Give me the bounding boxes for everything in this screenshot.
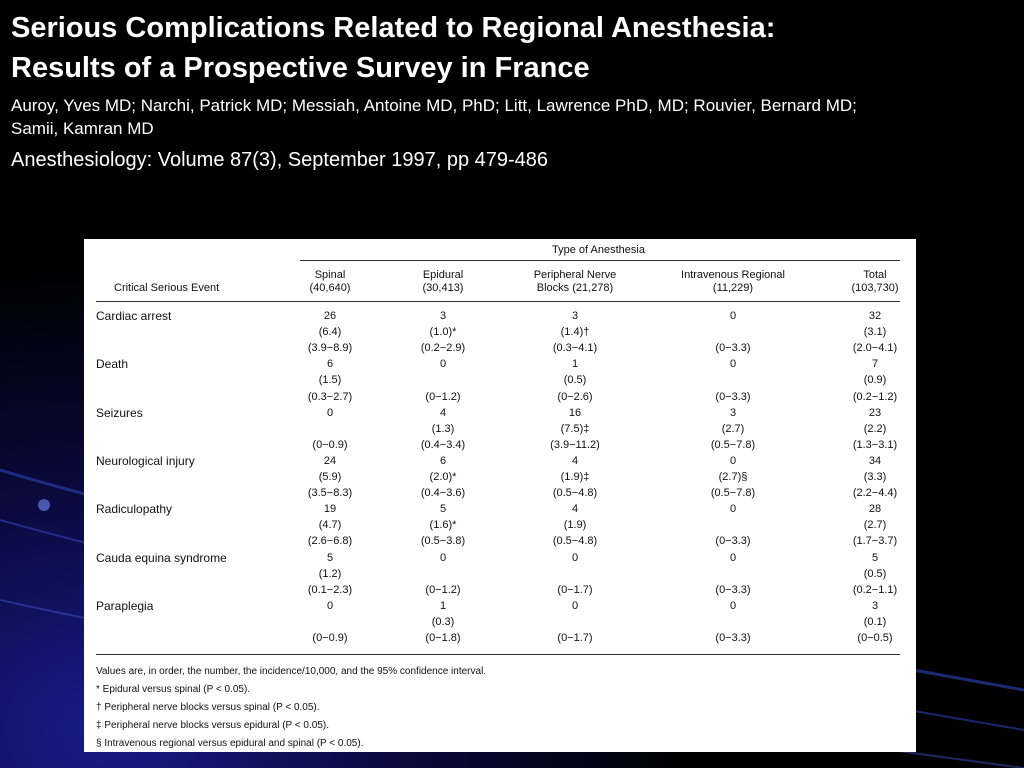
incidence-value: (1.9) (563, 519, 587, 532)
count-value: 3 (729, 406, 737, 419)
incidence-value: (3.3) (863, 471, 887, 483)
count-value: 0 (729, 551, 737, 564)
incidence-value: (1.3) (431, 422, 455, 435)
row-header: Critical Serious Event (114, 282, 220, 294)
count-value: 16 (568, 406, 582, 419)
ci-value: (0−1.2) (425, 390, 461, 403)
incidence-value: (1.5) (318, 374, 342, 387)
authors-line-2: Samii, Kamran MD (11, 119, 154, 138)
ci-value: (0−1.2) (425, 583, 461, 596)
incidence-value: (2.0)* (429, 471, 457, 483)
ci-value: (3.5−8.3) (307, 487, 353, 500)
ci-value: (0.1−2.3) (307, 583, 353, 596)
title-line-2: Results of a Prospective Survey in France (11, 52, 590, 84)
count-value: 6 (439, 454, 447, 467)
ci-value: (0.5−7.8) (710, 487, 756, 500)
ci-value: (2.2−4.4) (852, 487, 898, 500)
incidence-value: (1.4)† (560, 326, 590, 339)
incidence-value: (0.5) (563, 374, 587, 387)
ci-value: (0−3.3) (715, 632, 751, 644)
count-value: 3 (439, 310, 447, 322)
count-value: 32 (868, 310, 882, 322)
incidence-value: (2.7)§ (718, 471, 748, 483)
ci-value: (0.5−7.8) (710, 438, 756, 451)
author-list (11, 94, 1016, 140)
count-value: 6 (326, 358, 334, 371)
column-header-name: Total (863, 269, 887, 281)
count-value: 0 (326, 599, 334, 612)
footnote: * Epidural versus spinal (P < 0.05). (96, 684, 251, 695)
event-label: Cardiac arrest (96, 309, 172, 323)
incidence-value: (4.7) (318, 519, 342, 532)
column-header-count: Blocks (21,278) (536, 282, 614, 294)
ci-value: (0.4−3.4) (420, 438, 466, 451)
incidence-value: (0.3) (431, 615, 455, 628)
footnote: ‡ Peripheral nerve blocks versus epidural (P < 0.05). (96, 720, 329, 731)
ci-value: (0.3−4.1) (552, 342, 598, 355)
ci-value: (0−0.9) (312, 438, 348, 451)
ci-value: (0−3.3) (715, 342, 751, 355)
rule (96, 654, 900, 655)
ci-value: (3.9−11.2) (550, 438, 600, 451)
event-label: Death (96, 357, 129, 372)
ci-value: (0.5−4.8) (552, 535, 598, 548)
ci-value: (1.7−3.7) (852, 535, 898, 548)
ci-value: (0−1.7) (557, 583, 593, 596)
ci-value: (1.3−3.1) (852, 438, 898, 451)
count-value: 5 (326, 551, 334, 564)
count-value: 4 (571, 503, 579, 516)
event-label: Cauda equina syndrome (96, 550, 227, 565)
incidence-value: (1.0)* (429, 326, 457, 339)
ci-value: (0−3.3) (715, 535, 751, 548)
count-value: 1 (571, 358, 579, 371)
ci-value: (0−3.3) (715, 583, 751, 596)
ci-value: (2.0−4.1) (852, 342, 898, 355)
ci-value: (0−0.5) (857, 632, 893, 644)
count-value: 0 (729, 599, 737, 612)
group-header: Type of Anesthesia (552, 244, 645, 256)
ci-value: (0.2−2.9) (420, 342, 466, 355)
ci-value: (0.4−3.6) (420, 487, 466, 500)
incidence-value: (0.1) (863, 615, 887, 628)
count-value: 26 (323, 310, 337, 322)
ci-value: (3.9−8.9) (307, 342, 353, 355)
incidence-value: (1.2) (318, 567, 342, 580)
count-value: 0 (571, 599, 579, 612)
rule (96, 301, 900, 302)
ci-value: (0.3−2.7) (307, 390, 353, 403)
column-header-count: (30,413) (422, 282, 464, 294)
ci-value: (0−3.3) (715, 390, 751, 403)
count-value: 0 (439, 358, 447, 371)
count-value: 0 (729, 503, 737, 516)
authors-line-1: Auroy, Yves MD; Narchi, Patrick MD; Messiah, Antoine MD, PhD; Litt, Lawrence PhD, MD; Rouvier, Bernard MD; (11, 96, 857, 115)
ci-value: (0−1.7) (557, 632, 593, 644)
count-value: 5 (439, 503, 447, 516)
ci-value: (2.6−6.8) (307, 535, 353, 548)
count-value: 4 (439, 406, 447, 419)
event-label: Seizures (96, 405, 143, 420)
count-value: 0 (571, 551, 579, 564)
complications-table (84, 239, 916, 752)
count-value: 3 (571, 310, 579, 322)
column-header-name: Intravenous Regional (681, 269, 785, 281)
count-value: 0 (729, 454, 737, 467)
count-value: 7 (871, 358, 879, 371)
title-line-1: Serious Complications Related to Regional Anesthesia: (11, 12, 776, 44)
event-label: Paraplegia (96, 598, 154, 613)
journal-citation: Anesthesiology: Volume 87(3), September 1997, pp 479-486 (11, 149, 549, 171)
incidence-value: (2.7) (721, 422, 745, 435)
column-header-count: (40,640) (309, 282, 351, 294)
count-value: 0 (326, 406, 334, 419)
event-label: Neurological injury (96, 453, 195, 468)
count-value: 1 (439, 599, 447, 612)
event-label: Radiculopathy (96, 502, 173, 517)
rule (300, 260, 900, 261)
slide-title (11, 8, 1011, 88)
count-value: 28 (868, 503, 882, 516)
incidence-value: (3.1) (863, 326, 887, 339)
incidence-value: (5.9) (318, 471, 342, 483)
ci-value: (0−1.8) (425, 632, 461, 644)
incidence-value: (1.6)* (429, 519, 457, 532)
count-value: 0 (729, 358, 737, 371)
count-value: 0 (729, 310, 737, 322)
ci-value: (0.5−3.8) (420, 535, 466, 548)
count-value: 23 (868, 406, 882, 419)
footnote: † Peripheral nerve blocks versus spinal (P < 0.05). (96, 702, 320, 713)
footnote: § Intravenous regional versus epidural and spinal (P < 0.05). (96, 738, 364, 749)
incidence-value: (6.4) (318, 326, 342, 339)
count-value: 4 (571, 454, 579, 467)
ci-value: (0−0.9) (312, 632, 348, 644)
count-value: 34 (868, 454, 882, 467)
ci-value: (0.2−1.2) (852, 390, 898, 403)
footnote: Values are, in order, the number, the incidence/10,000, and the 95% confidence interval. (96, 666, 487, 677)
incidence-value: (0.5) (863, 567, 887, 580)
ci-value: (0−2.6) (557, 390, 593, 403)
column-header-count: (103,730) (851, 282, 899, 294)
count-value: 0 (439, 551, 447, 564)
column-header-name: Spinal (314, 269, 346, 281)
ci-value: (0.2−1.1) (852, 583, 898, 596)
incidence-value: (7.5)‡ (560, 422, 590, 435)
column-header-name: Peripheral Nerve (533, 269, 617, 281)
column-header-name: Epidural (422, 269, 464, 281)
incidence-value: (1.9)‡ (560, 471, 590, 483)
incidence-value: (2.7) (863, 519, 887, 532)
count-value: 24 (323, 454, 337, 467)
count-value: 19 (323, 503, 337, 516)
column-header-count: (11,229) (712, 282, 754, 294)
incidence-value: (2.2) (863, 422, 887, 435)
count-value: 3 (871, 599, 879, 612)
ci-value: (0.5−4.8) (552, 487, 598, 500)
count-value: 5 (871, 551, 879, 564)
incidence-value: (0.9) (863, 374, 887, 387)
